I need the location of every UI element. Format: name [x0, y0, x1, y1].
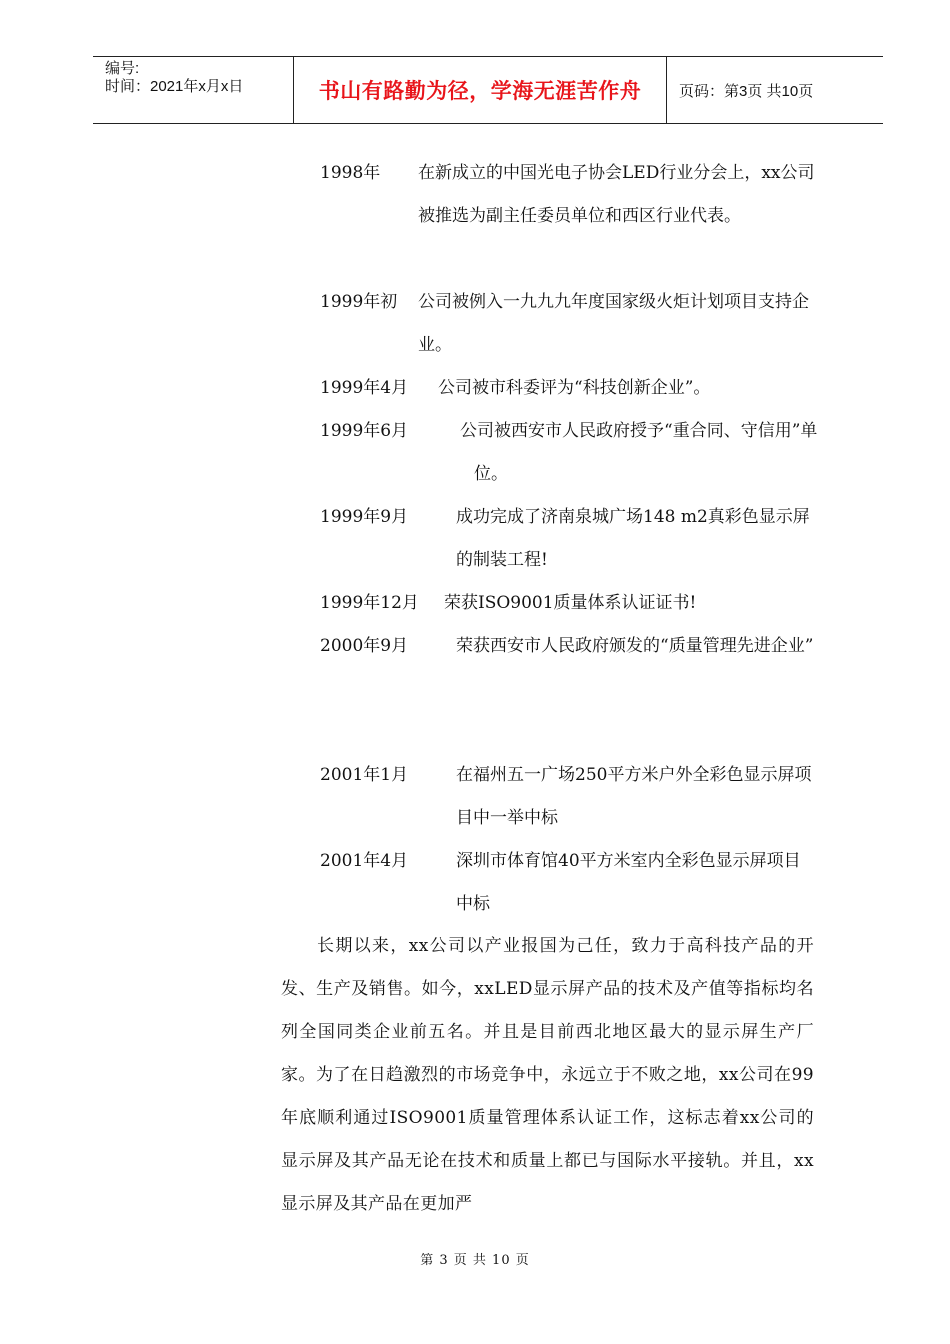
timeline-text: 公司被西安市人民政府授予“重合同、守信用”单位。 [460, 421, 818, 484]
document-time-label: 时间：2021年x月x日 [105, 78, 244, 95]
timeline-entry [320, 281, 820, 367]
timeline-date: 2001年4月 [320, 851, 409, 871]
timeline-date: 1999年9月 [320, 507, 409, 527]
body-paragraph [281, 925, 814, 1226]
page-footer [0, 1249, 950, 1268]
timeline-text: 公司被市科委评为“科技创新企业”。 [438, 378, 711, 398]
timeline-date: 1999年4月 [320, 378, 409, 398]
timeline-text: 在新成立的中国光电子协会LED行业分会上，xx公司被推选为副主任委员单位和西区行业代表。 [418, 163, 815, 226]
header-meta [93, 57, 294, 123]
timeline-entry [320, 840, 820, 926]
timeline-text: 在福州五一广场250平方米户外全彩色显示屏项目中一举中标 [456, 765, 812, 828]
timeline-date: 1999年初 [320, 292, 398, 312]
header-page-info: 页码：第3页 共10页 [679, 82, 814, 100]
header-motto-cell [294, 57, 667, 123]
timeline-date: 1998年 [320, 163, 381, 183]
header-page-info-cell [667, 57, 883, 123]
timeline-text: 荣获ISO9001质量体系认证证书! [444, 593, 697, 613]
page-header [93, 56, 883, 124]
timeline-entry [320, 152, 820, 238]
page-number: 第 3 页 共 10 页 [420, 1253, 530, 1268]
timeline-entry [320, 496, 820, 582]
header-motto: 书山有路勤为径，学海无涯苦作舟 [318, 79, 642, 103]
timeline-entry [320, 754, 820, 840]
timeline-date: 2000年9月 [320, 636, 409, 656]
timeline-entry [320, 410, 820, 496]
timeline-text: 深圳市体育馆40平方米室内全彩色显示屏项目中标 [456, 851, 801, 914]
document-number-label: 编号: [105, 60, 140, 77]
timeline-date: 1999年12月 [320, 593, 419, 613]
timeline-text: 成功完成了济南泉城广场148 m2真彩色显示屏的制装工程! [456, 507, 810, 570]
timeline-entry [320, 582, 820, 625]
body-paragraph-text: 长期以来，xx公司以产业报国为己任，致力于高科技产品的开发、生产及销售。如今，xxLED显示屏产品的技术及产值等指标均名列全国同类企业前五名。并且是目前西北地区最大的显示屏生产厂家。为了在日趋激烈的市场竞争中，永远立于不败之地，xx公司在99年底顺利通过ISO9001质量管理体系认证工作，这标志着xx公司的显示屏及其产品无论在技术和质量上都已与国际水平接轨。并且，xx显示屏及其产品在更加严 [281, 936, 814, 1214]
timeline-text: 荣获西安市人民政府颁发的“质量管理先进企业” [456, 636, 814, 656]
timeline-entry [320, 367, 820, 410]
timeline-date: 2001年1月 [320, 765, 409, 785]
timeline-date: 1999年6月 [320, 421, 409, 441]
timeline-text: 公司被例入一九九九年度国家级火炬计划项目支持企业。 [418, 292, 809, 355]
timeline-entry [320, 625, 820, 668]
